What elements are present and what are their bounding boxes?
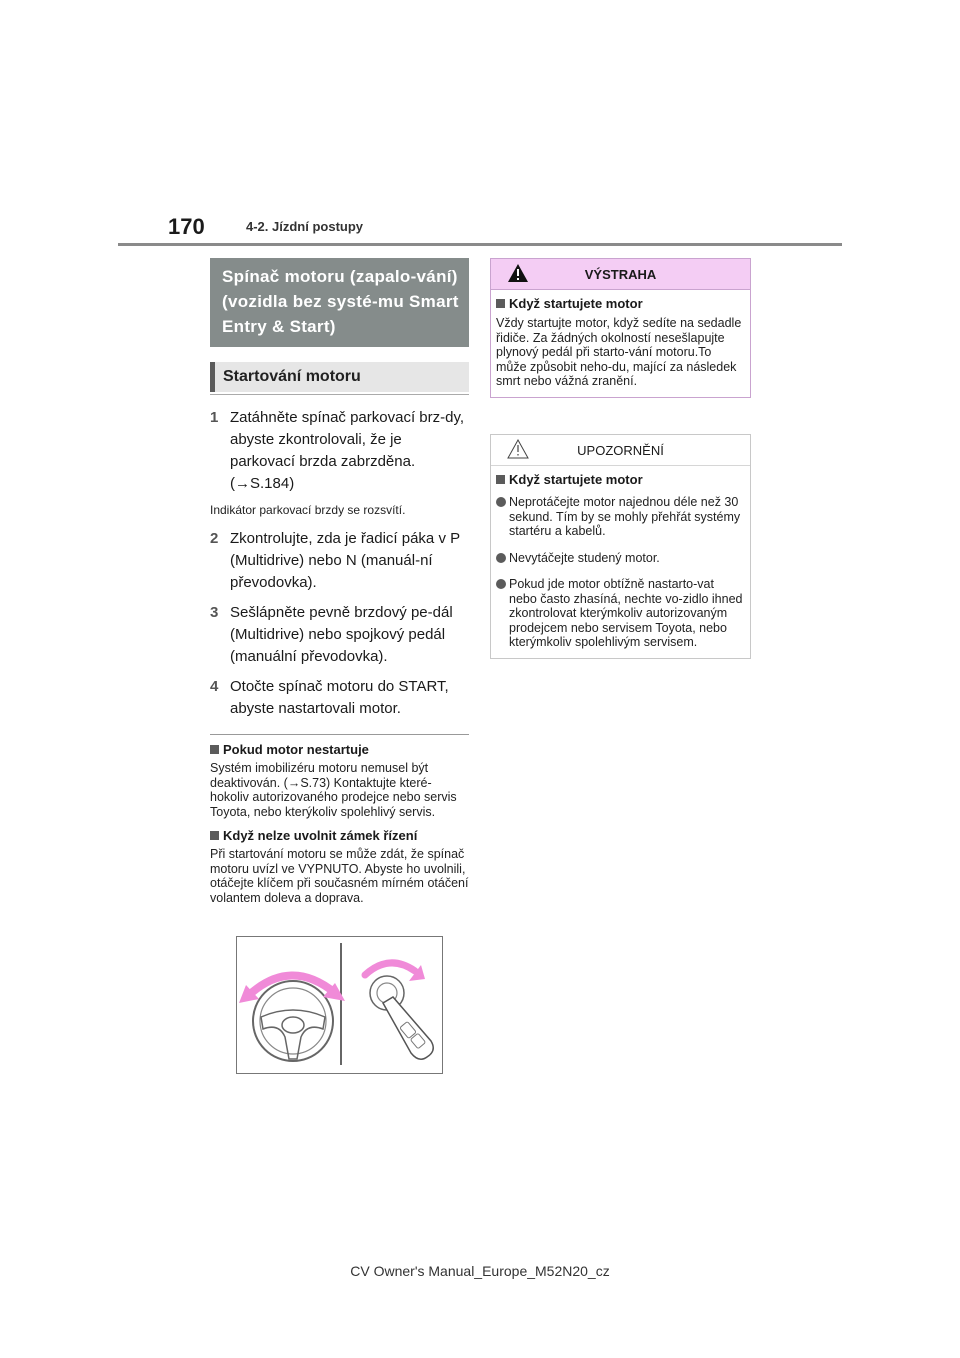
warning-triangle-icon	[507, 263, 529, 286]
warning-text: Vždy startujte motor, když sedíte na sedadle řidiče. Za žádných okolností nesešlapujte plynový pedál při starto-vání motoru.To může způsobit neho-du, mající za následek smrt nebo vážná zranění.	[496, 316, 742, 388]
step-number: 1	[210, 409, 219, 426]
step-number: 3	[210, 604, 219, 621]
step-3	[210, 602, 469, 668]
caution-subtitle: Když startujete motor	[496, 471, 744, 489]
caution-bullet: Pokud jde motor obtížně nastarto-vat nebo často zhasíná, nechte vo-zidlo ihned zkontrolovat kterýmkoliv autorizovaným prodejcem nebo servisem Toyota, nebo kterýmkoliv spolehlivým servisem.	[496, 577, 744, 650]
step-text: Otočte spínač motoru do START, abyste nastartovali motor.	[230, 678, 449, 717]
step-1-note: Indikátor parkovací brzdy se rozsvítí.	[210, 503, 406, 517]
square-bullet-icon	[210, 831, 219, 840]
caution-heading: UPOZORNĚNÍ	[577, 442, 664, 458]
note-text-not-starting: Systém imobilizéru motoru nemusel být deaktivován. (→S.73) Kontaktujte které-hokoliv autorizovaného prodejce nebo servis Toyota, nebo kterýkoliv spolehlivý servis.	[210, 761, 457, 819]
caution-bullet: Neprotáčejte motor najednou déle než 30 sekund. Tím by se mohly přehřát systémy startéru a kabelů.	[496, 495, 744, 539]
step-1	[210, 407, 469, 495]
warning-box	[490, 258, 751, 398]
left-column	[210, 258, 469, 905]
note-title-not-starting: Pokud motor nestartuje	[210, 741, 469, 759]
note-title-steering-lock: Když nelze uvolnit zámek řízení	[210, 827, 469, 845]
step-text: Sešlápněte pevně brzdový pe-dál (Multidrive) nebo spojkový pedál (manuální převodovka).	[230, 604, 453, 665]
ignition-key-icon	[365, 963, 433, 1059]
step-2	[210, 528, 469, 594]
footer-text: CV Owner's Manual_Europe_M52N20_cz	[350, 1263, 610, 1279]
warning-heading: VÝSTRAHA	[584, 266, 657, 282]
warning-subtitle: Když startujete motor	[496, 295, 744, 313]
subsection-rule	[210, 394, 469, 395]
square-bullet-icon	[496, 475, 505, 484]
notes-rule	[210, 734, 469, 735]
step-text: Zatáhněte spínač parkovací brz-dy, abyste zkontrolovali, že je parkovací brzda zabrzděna. (→S.184)	[230, 409, 465, 492]
steering-lock-illustration	[236, 936, 443, 1074]
steps-list	[210, 407, 469, 720]
step-number: 2	[210, 530, 219, 547]
round-bullet-icon	[496, 579, 506, 589]
note-text-steering-lock: Při startování motoru se může zdát, že spínač motoru uvízl ve VYPNUTO. Abyste ho uvolnili, otáčejte klíčem při současném mírném otáčení volantem doleva a doprava.	[210, 847, 469, 905]
square-bullet-icon	[210, 745, 219, 754]
step-number: 4	[210, 678, 219, 695]
subsection-title: Startování motoru	[210, 362, 469, 392]
topic-title: Spínač motoru (zapalo-vání) (vozidla bez systé-mu Smart Entry & Start)	[210, 258, 469, 347]
caution-header	[491, 435, 750, 466]
steering-wheel-icon	[239, 975, 345, 1061]
caution-bullet: Nevytáčejte studený motor.	[496, 551, 744, 566]
section-title: 4-2. Jízdní postupy	[246, 219, 364, 234]
page-number: 170	[168, 214, 205, 239]
header-rule	[118, 243, 842, 246]
square-bullet-icon	[496, 299, 505, 308]
step-text: Zkontrolujte, zda je řadicí páka v P (Multidrive) nebo N (manuál-ní převodovka).	[230, 530, 460, 591]
caution-triangle-icon	[507, 439, 529, 462]
step-4	[210, 676, 469, 720]
caution-box	[490, 434, 751, 659]
warning-header	[491, 259, 750, 290]
round-bullet-icon	[496, 497, 506, 507]
round-bullet-icon	[496, 553, 506, 563]
